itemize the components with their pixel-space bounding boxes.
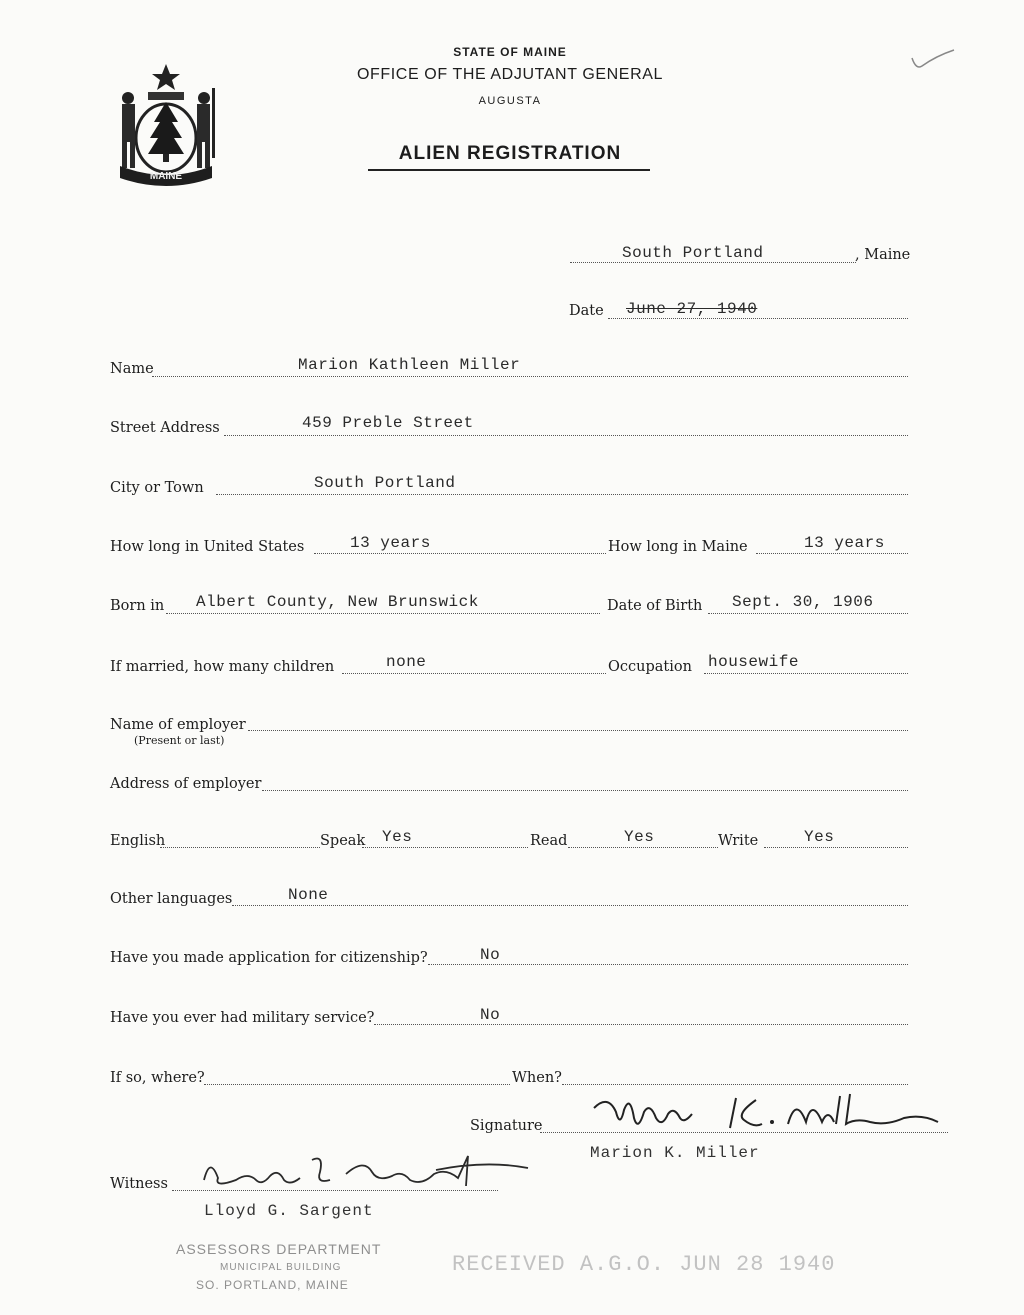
how-long-maine-value[interactable]: 13 years <box>804 534 885 552</box>
title-underline <box>368 169 650 171</box>
english-line <box>160 847 320 848</box>
born-in-value[interactable]: Albert County, New Brunswick <box>196 593 479 611</box>
speak-line <box>362 847 528 848</box>
how-long-us-line <box>314 553 606 554</box>
when-line[interactable] <box>562 1084 908 1085</box>
read-line <box>568 847 718 848</box>
header-office: OFFICE OF THE ADJUTANT GENERAL <box>356 66 664 83</box>
witness-label: Witness <box>110 1176 168 1192</box>
date-line <box>608 318 908 319</box>
street-value[interactable]: 459 Preble Street <box>302 414 474 432</box>
assessors-stamp-line2: MUNICIPAL BUILDING <box>220 1262 342 1273</box>
date-value[interactable]: June 27, 1940 <box>626 300 758 318</box>
dob-label: Date of Birth <box>607 598 703 614</box>
born-in-line <box>166 613 600 614</box>
write-line <box>764 847 908 848</box>
header-state: STATE OF MAINE <box>453 45 567 59</box>
other-languages-value[interactable]: None <box>288 886 329 904</box>
how-long-maine-line <box>756 553 908 554</box>
speak-label: Speak <box>320 833 366 849</box>
how-long-maine-label: How long in Maine <box>608 539 748 555</box>
occupation-line <box>704 673 908 674</box>
citizenship-line <box>428 964 908 965</box>
location-suffix: , Maine <box>855 247 911 263</box>
how-long-us-label: How long in United States <box>110 539 305 555</box>
signature-typed-name: Marion K. Miller <box>590 1144 760 1162</box>
when-label: When? <box>512 1070 562 1086</box>
employer-address-line[interactable] <box>262 790 908 791</box>
military-label: Have you ever had military service? <box>110 1010 375 1026</box>
children-label: If married, how many children <box>110 659 335 675</box>
street-line <box>224 435 908 436</box>
assessors-stamp-line3: SO. PORTLAND, MAINE <box>196 1278 349 1292</box>
street-label: Street Address <box>110 420 220 436</box>
where-label: If so, where? <box>110 1070 205 1086</box>
citizenship-label: Have you made application for citizenship? <box>110 950 428 966</box>
read-value[interactable]: Yes <box>624 828 655 846</box>
city-value[interactable]: South Portland <box>314 474 456 492</box>
employer-name-line[interactable] <box>248 730 908 731</box>
employer-name-label: Name of employer <box>110 717 246 733</box>
witness-typed-name: Lloyd G. Sargent <box>204 1202 374 1220</box>
other-languages-line <box>232 905 908 906</box>
received-stamp: RECEIVED A.G.O. JUN 28 1940 <box>452 1252 836 1277</box>
name-line <box>152 376 908 377</box>
check-mark-icon <box>908 48 958 74</box>
form-title: ALIEN REGISTRATION <box>398 143 622 164</box>
children-line <box>342 673 606 674</box>
other-languages-label: Other languages <box>110 891 233 907</box>
date-label: Date <box>569 303 604 319</box>
dob-line <box>708 613 908 614</box>
occupation-label: Occupation <box>608 659 692 675</box>
how-long-us-value[interactable]: 13 years <box>350 534 431 552</box>
where-line[interactable] <box>204 1084 510 1085</box>
born-in-label: Born in <box>110 598 165 614</box>
read-label: Read <box>530 833 568 849</box>
employer-name-sublabel: (Present or last) <box>134 734 225 747</box>
write-value[interactable]: Yes <box>804 828 835 846</box>
military-line <box>374 1024 908 1025</box>
write-label: Write <box>718 833 759 849</box>
maine-state-seal-icon <box>112 58 220 186</box>
header-city: AUGUSTA <box>478 95 542 107</box>
signature-label: Signature <box>470 1118 543 1134</box>
employer-address-label: Address of employer <box>110 776 262 792</box>
children-value[interactable]: none <box>386 653 427 671</box>
witness-signature-handwriting[interactable] <box>196 1150 536 1198</box>
location-value[interactable]: South Portland <box>622 244 764 262</box>
citizenship-value[interactable]: No <box>480 946 501 964</box>
military-value[interactable]: No <box>480 1006 501 1024</box>
city-label: City or Town <box>110 480 204 496</box>
name-label: Name <box>110 361 154 377</box>
speak-value[interactable]: Yes <box>382 828 413 846</box>
dob-value[interactable]: Sept. 30, 1906 <box>732 593 874 611</box>
name-value[interactable]: Marion Kathleen Miller <box>298 356 521 374</box>
location-line <box>570 262 856 263</box>
english-label: English <box>110 833 166 849</box>
city-line <box>216 494 908 495</box>
seal-text: MAINE <box>149 171 183 182</box>
occupation-value[interactable]: housewife <box>708 653 799 671</box>
signature-handwriting[interactable] <box>586 1088 956 1144</box>
assessors-stamp-line1: ASSESSORS DEPARTMENT <box>176 1241 382 1257</box>
